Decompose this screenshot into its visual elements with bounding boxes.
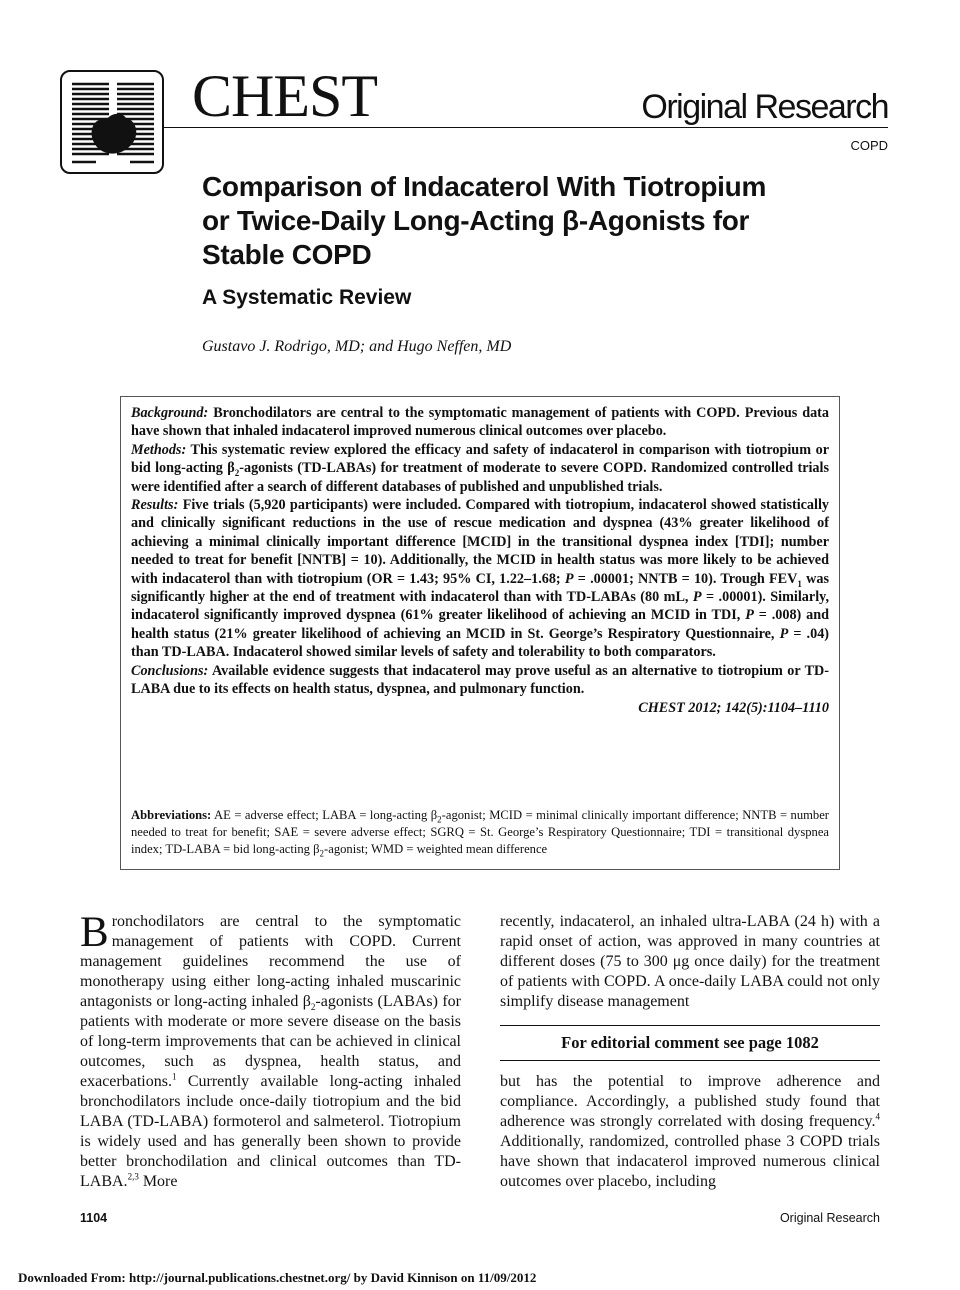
subscript: 2 xyxy=(319,848,325,859)
body-paragraph xyxy=(80,909,461,1192)
body-text: -agonists (LABAs) for patients with moderate or more severe disease on the basis of long-term improvements that can be achieved in clinical outcomes, such as dyspnea, health status, and exacerbations. xyxy=(80,993,461,1090)
reference-link[interactable]: 1 xyxy=(171,1071,177,1082)
footer-section: Original Research xyxy=(779,1211,880,1225)
abstract-body: = .008) and health status (21% greater likelihood of achieving an MCID in St. George’s Respiratory Questionnaire, xyxy=(131,607,830,642)
journal-name: CHEST xyxy=(192,63,378,129)
p-symbol: P xyxy=(745,607,754,624)
article-type: Original Research xyxy=(641,88,888,126)
body-paragraph xyxy=(500,1072,880,1192)
abstract-body: -agonists (TD-LABAs) for treatment of moderate to severe COPD. Randomized controlled trials were identified after a search of different databases of published and unpublished trials. xyxy=(131,460,829,495)
abstract-body: Bronchodilators are central to the symptomatic management of patients with COPD. Previous data have shown that inhaled indacaterol improved numerous clinical outcomes over placebo. xyxy=(131,405,829,440)
subscript: 2 xyxy=(310,1002,316,1013)
body-text: Additionally, randomized, controlled phase 3 COPD trials have shown that indacaterol improved numerous clinical outcomes over placebo, including xyxy=(500,1133,880,1190)
editorial-comment-link[interactable]: For editorial comment see page 1082 xyxy=(500,1025,880,1061)
abstract-body: Five trials (5,920 participants) were included. Compared with tiotropium, indacaterol showed statistically and clinically significant reductions in the use of rescue medication and dyspnea (43% greater likelihood of achieving a minimal clinically important difference [MCID] in the transitional dyspnea index [TDI]; number needed to treat for benefit [NNTB] = 10). Additionally, the MCID in health status was more likely to be achieved with indacaterol than with tiotropium (OR = 1.43; 95% CI, 1.22–1.68; xyxy=(131,497,830,587)
header-rule xyxy=(164,127,888,128)
title-line: or Twice-Daily Long-Acting β-Agonists for xyxy=(202,205,750,236)
article-subtitle: A Systematic Review xyxy=(202,286,412,309)
abstract-results xyxy=(131,496,829,662)
abstract-methods xyxy=(131,441,829,496)
abstract-conclusions xyxy=(131,662,829,699)
body-text: More xyxy=(138,1173,178,1190)
body-column-right-top xyxy=(500,912,880,1012)
subscript: 1 xyxy=(797,578,802,589)
article-title xyxy=(202,170,892,272)
journal-logo xyxy=(60,70,164,174)
body-text: ronchodilators are central to the symptomatic management of patients with COPD. Current management guidelines recommend the use of monotherapy using either long-acting inhaled muscarinic antagonists or long-acting inhaled β xyxy=(80,913,461,1010)
section-tag: COPD xyxy=(850,138,888,153)
abbreviations xyxy=(131,807,829,858)
abstract-background xyxy=(131,404,829,441)
lungs-heart-logo-icon xyxy=(66,76,160,170)
citation: CHEST 2012; 142(5):1104–1110 xyxy=(638,699,829,716)
abstract-label: Results: xyxy=(131,497,179,514)
abstract-body: = .00001; NNTB = 10). Trough FEV xyxy=(577,570,798,587)
abstract-body: was significantly higher at the end of treatment with indacaterol than with TD-LABAs (80 mL, xyxy=(131,570,829,606)
abstract-label: Background: xyxy=(131,405,209,421)
title-line: Comparison of Indacaterol With Tiotropium xyxy=(202,171,767,202)
abstract-body: This systematic review explored the efficacy and safety of indacaterol in comparison with tiotropium or bid long-acting β xyxy=(131,441,829,477)
subscript: 2 xyxy=(437,814,442,825)
abbreviations-text: AE = adverse effect; LABA = long-acting β xyxy=(214,808,438,822)
abstract-body: = .04) than TD-LABA. Indacaterol showed similar levels of safety and tolerability to both comparators. xyxy=(131,625,830,661)
abstract-label: Conclusions: xyxy=(131,662,209,679)
body-column-left xyxy=(80,909,461,1192)
abbreviations-text: -agonist; MCID = minimal clinically important difference; NNTB = number needed to treat for benefit; SAE = severe adverse effect; SGRQ = St. George’s Respiratory Questionnaire; TDI = transitional dyspnea index; TD-LABA = bid long-acting β xyxy=(131,808,830,856)
abbreviations-text: -agonist; WMD = weighted mean difference xyxy=(324,842,548,856)
abbreviations-label: Abbreviations: xyxy=(131,808,212,822)
abstract xyxy=(131,404,829,717)
page-number: 1104 xyxy=(80,1211,108,1225)
reference-link[interactable]: 2,3 xyxy=(127,1171,139,1182)
download-line: Downloaded From: http://journal.publications.chestnet.org/ by David Kinnison on 11/09/2012 xyxy=(18,1270,537,1285)
reference-link[interactable]: 4 xyxy=(875,1111,880,1122)
title-line: Stable COPD xyxy=(202,239,372,270)
abstract-body: Available evidence suggests that indacaterol may prove useful as an alternative to tiotropium or TD-LABA due to its effects on health status, dyspnea, and pulmonary function. xyxy=(131,662,829,698)
p-symbol: P xyxy=(779,625,789,642)
subscript: 2 xyxy=(234,468,240,479)
drop-cap: B xyxy=(80,909,109,956)
p-symbol: P xyxy=(564,570,574,587)
body-column-right-bottom xyxy=(500,1072,880,1192)
abstract-body: = .00001). Similarly, indacaterol significantly improved dyspnea (61% greater likelihood of achieving an MCID in TDI, xyxy=(131,589,829,624)
body-text: recently, indacaterol, an inhaled ultra-LABA (24 h) with a rapid onset of action, was approved in many countries at different doses (75 to 300 μg once daily) for the treatment of patients with COPD. A once-daily LABA could not only simplify disease management xyxy=(500,913,880,1010)
body-text: Currently available long-acting inhaled bronchodilators include once-daily tiotropium and the bid LABA (TD-LABA) formoterol and salmeterol. Tiotropium is widely used and has generally been shown to provide better bronchodilation and clinical outcomes than TD-LABA. xyxy=(80,1073,461,1190)
abstract-label: Methods: xyxy=(131,441,187,458)
authors: Gustavo J. Rodrigo, MD; and Hugo Neffen, MD xyxy=(202,338,512,355)
p-symbol: P xyxy=(692,589,702,606)
body-text: but has the potential to improve adherence and compliance. Accordingly, a published study found that adherence was strongly correlated with dosing frequency. xyxy=(500,1073,880,1130)
